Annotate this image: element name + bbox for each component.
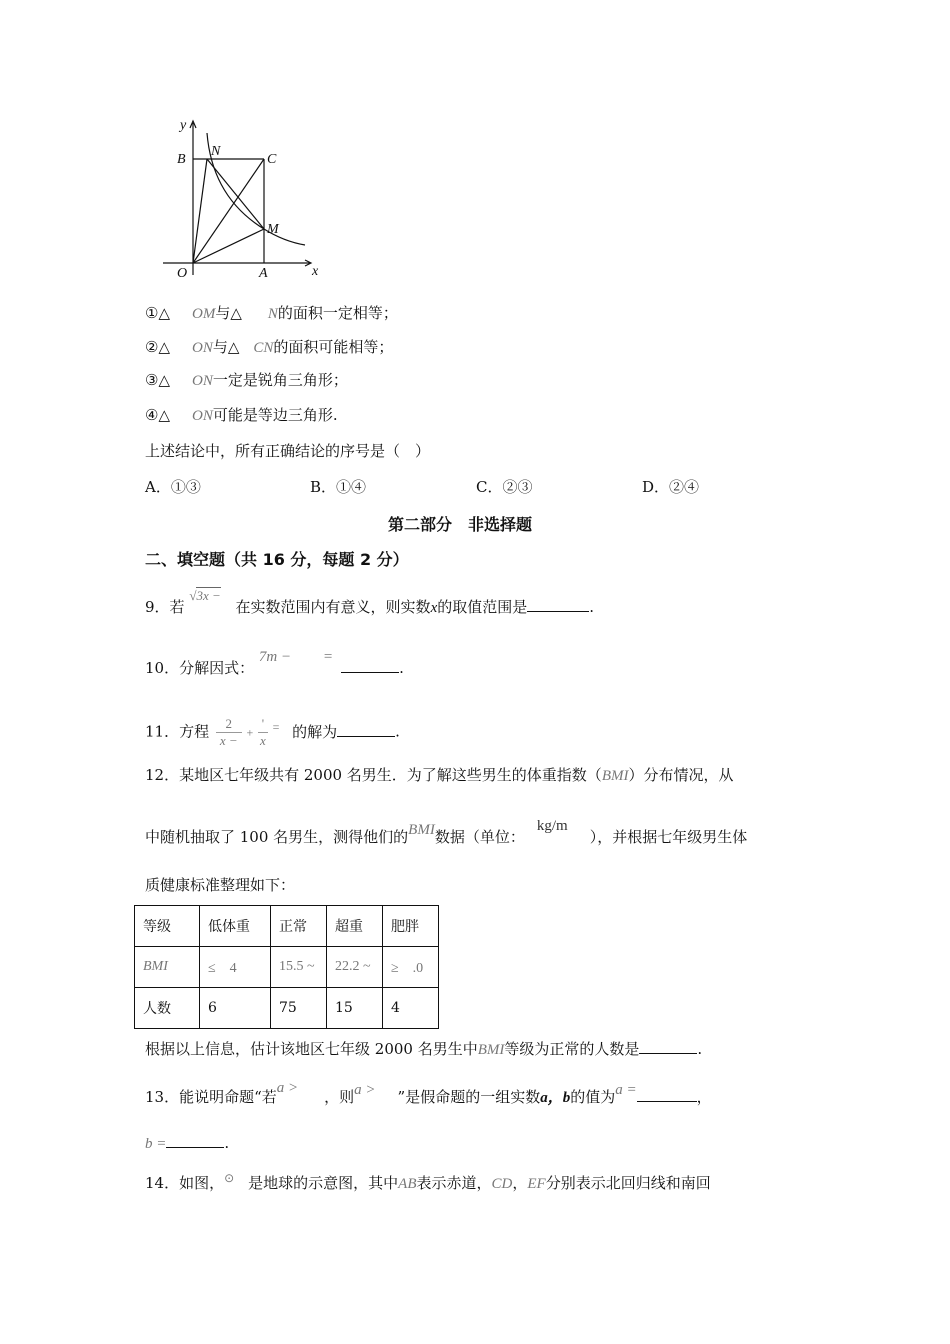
question-13-line2: b = .: [145, 1134, 230, 1152]
table-cell: ≤ 4: [200, 947, 271, 988]
answer-blank-12[interactable]: [639, 1039, 697, 1054]
fraction-1: $\frac{2}{x -}$: [216, 716, 242, 749]
question-9: 9．若 √3x − 在实数范围内有意义，则实数x的取值范围是 .: [145, 588, 595, 616]
table-cell: BMI: [135, 947, 200, 988]
table-cell: 低体重: [200, 906, 271, 947]
label-c: C: [267, 152, 277, 167]
hyperbola-curve: [207, 133, 305, 245]
table-cell: 肥胖: [383, 906, 439, 947]
table-cell: ≥ .0: [383, 947, 439, 988]
line-om: [193, 229, 264, 263]
label-m: M: [267, 222, 279, 237]
statement-3: ③△ ON一定是锐角三角形；: [145, 371, 348, 389]
label-a: A: [259, 266, 268, 281]
table-cell: 4: [383, 988, 439, 1029]
option-a[interactable]: A．①③: [145, 478, 201, 496]
table-row: [135, 947, 439, 988]
label-b: B: [177, 152, 186, 167]
line-nm: [207, 159, 264, 229]
question-11: 11．方程 $\frac{2}{x -}$ + ' x = 的解为 .: [145, 716, 400, 748]
line-oc: [193, 159, 264, 263]
answer-blank-9[interactable]: [527, 597, 589, 612]
statement-2: ②△ ON与△ CN的面积可能相等；: [145, 338, 394, 356]
question-14: 14．如图，⊙ 是地球的示意图，其中AB表示赤道，CD，EF分别表示北回归线和南回: [145, 1171, 711, 1192]
table-cell: 6: [200, 988, 271, 1029]
fraction-2: ' x: [260, 716, 266, 748]
option-c[interactable]: C．②③: [476, 478, 533, 496]
line-on: [193, 159, 207, 263]
answer-blank-13a[interactable]: [637, 1087, 697, 1102]
part-title: 第二部分 非选择题: [388, 515, 533, 534]
sqrt-expression: √3x −: [189, 588, 221, 603]
question-10: 10．分解因式： 7m − = .: [145, 649, 404, 677]
question-13-line1: 13．能说明命题“若a > ，则a > ”是假命题的一组实数a，b的值为a = ，: [145, 1080, 712, 1106]
table-row: [135, 906, 439, 947]
table-cell: 75: [271, 988, 327, 1029]
table-cell: 超重: [327, 906, 383, 947]
label-y: y: [180, 118, 187, 133]
question-12-line3: 质健康标准整理如下：: [145, 876, 296, 894]
answer-blank-11[interactable]: [337, 722, 395, 737]
statement-4: ④△ ON可能是等边三角形.: [145, 406, 338, 424]
question-12-answer: 根据以上信息，估计该地区七年级 2000 名男生中BMI等级为正常的人数是 .: [145, 1040, 703, 1058]
answer-blank-10[interactable]: [341, 658, 399, 673]
label-x: x: [312, 264, 319, 279]
statement-1: ①△ OM与△ N的面积一定相等；: [145, 304, 398, 322]
table-cell: 22.2 ~: [327, 947, 383, 988]
question-12-line1: 12．某地区七年级共有 2000 名男生．为了解这些男生的体重指数（BMI）分布情况，从: [145, 766, 734, 784]
section-title: 二、填空题（共 16 分，每题 2 分）: [145, 550, 409, 569]
table-cell: 15.5 ~: [271, 947, 327, 988]
coordinate-figure: [155, 115, 335, 285]
bmi-table: [134, 905, 439, 1029]
table-cell: 15: [327, 988, 383, 1029]
table-row: [135, 988, 439, 1029]
table-cell: 人数: [135, 988, 200, 1029]
question-12-line2: 中随机抽取了 100 名男生，测得他们的BMI数据（单位：kg/m），并根据七年级男生体: [145, 818, 748, 846]
option-b[interactable]: B．①④: [310, 478, 367, 496]
question-stem: 上述结论中，所有正确结论的序号是（ ）: [145, 442, 431, 460]
answer-blank-13b[interactable]: [166, 1133, 224, 1148]
label-n: N: [211, 144, 221, 159]
option-d[interactable]: D．②④: [642, 478, 700, 496]
label-o: O: [177, 266, 188, 281]
table-cell: 正常: [271, 906, 327, 947]
table-cell: 等级: [135, 906, 200, 947]
